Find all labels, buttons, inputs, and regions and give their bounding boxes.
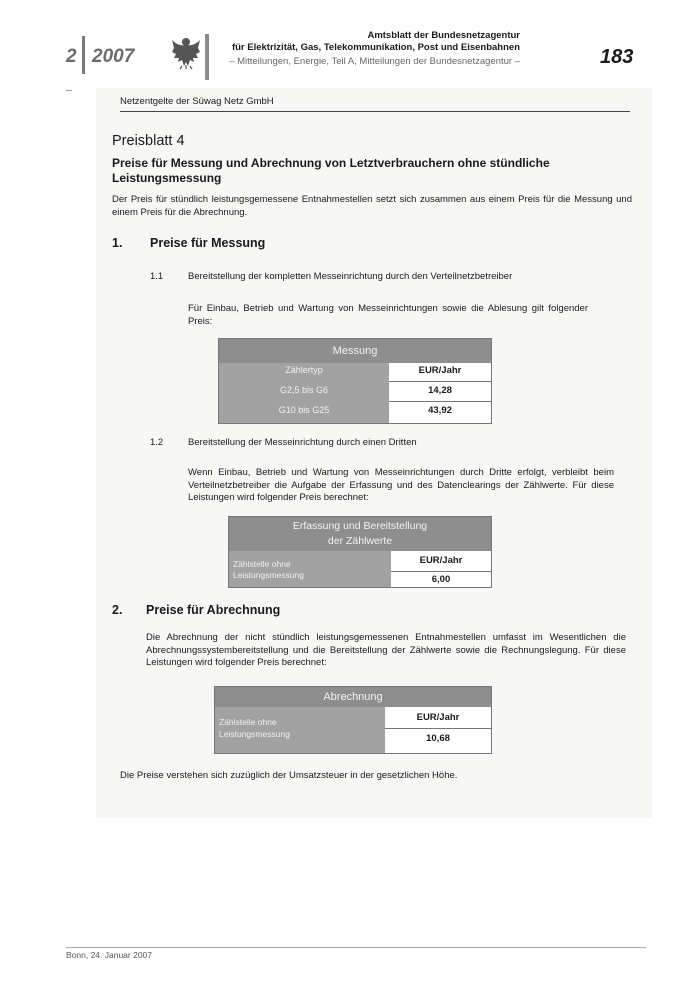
abrechnung-table-title: Abrechnung — [215, 687, 491, 707]
document-subtitle: Preise für Messung und Abrechnung von Letztverbrauchern ohne stündliche Leistungsmessung — [112, 156, 550, 185]
section-1-title: Preise für Messung — [150, 236, 266, 250]
subsection-1-2-title: Bereitstellung der Messeinrichtung durch einen Dritten — [188, 437, 417, 448]
abrechnung-label-cell — [215, 707, 385, 753]
section-1-number: 1. — [112, 236, 123, 250]
messung-row-1-value: 14,28 — [389, 385, 491, 396]
company-rule — [120, 111, 630, 112]
abrechnung-row-divider — [385, 728, 491, 729]
subsection-1-1-number: 1.1 — [150, 271, 164, 282]
closing-note: Die Preise verstehen sich zuzüglich der Umsatzsteuer in der gesetzlichen Höhe. — [120, 770, 458, 781]
erfassung-title-line-1: Erfassung und Bereitstellung — [292, 520, 428, 532]
messung-row-2-label: G10 bis G25 — [278, 405, 330, 415]
erfassung-table — [228, 516, 492, 588]
erfassung-value: 6,00 — [391, 574, 491, 585]
messung-row-2-value: 43,92 — [389, 405, 491, 416]
messung-row-divider — [389, 401, 491, 402]
issue-divider — [82, 36, 85, 74]
abrechnung-table — [214, 686, 492, 754]
erfassung-title-line-2: der Zählwerte — [327, 535, 393, 547]
document-title: Preisblatt 4 — [112, 133, 185, 149]
messung-table — [218, 338, 492, 424]
gazette-subtitle: für Elektrizität, Gas, Telekommunikation, Post und Eisenbahnen — [231, 42, 520, 53]
erfassung-label-line-1: Zählstelle ohne — [233, 559, 291, 569]
subsection-1-2-number: 1.2 — [150, 437, 164, 448]
company-name: Netzentgelte der Süwag Netz GmbH — [120, 96, 274, 107]
messung-row-1-label: G2,5 bis G6 — [279, 385, 329, 395]
issue-number: 2 — [66, 46, 77, 67]
abrechnung-label-line-2: Leistungsmessung — [219, 729, 290, 739]
section-2-text: Die Abrechnung der nicht stündlich leistungsgemessenen Entnahmestellen umfasst im Wesentlichen die Abrechnungssystembereitstellung und die Bereitstellung der Zählwerte sowie die Rechnungslegung. Für diese Leistungen wird folgender Preis berechnet: — [146, 632, 626, 668]
page-number: 183 — [600, 46, 634, 68]
issue-year: 2007 — [92, 46, 135, 67]
messung-table-title: Messung — [219, 339, 491, 363]
erfassung-col-right: EUR/Jahr — [391, 555, 491, 566]
subsection-1-2-text: Wenn Einbau, Betrieb und Wartung von Messeinrichtungen durch Dritte erfolgt, verbleibt beim Verteilnetzbetreiber die Aufgabe der Erfassung und des Datenclearings der Zählwerte. Für diese Leistungen wird folgender Preis berechnet: — [188, 467, 614, 503]
messung-col-right: EUR/Jahr — [389, 365, 491, 376]
abrechnung-value: 10,68 — [385, 733, 491, 744]
gazette-title: Amtsblatt der Bundesnetzagentur — [367, 30, 520, 41]
erfassung-table-title — [229, 517, 491, 551]
footer-rule — [66, 947, 646, 948]
erfassung-label-line-2: Leistungsmessung — [233, 570, 304, 580]
intro-paragraph: Der Preis für stündlich leistungsgemessene Entnahmestellen setzt sich zusammen aus einem Preis für die Messung und einem Preis für die Abrechnung. — [112, 194, 632, 218]
gazette-section: – Mitteilungen, Energie, Teil A, Mitteilungen der Bundesnetzagentur – — [229, 56, 520, 67]
subsection-1-1-title: Bereitstellung der kompletten Messeinrichtung durch den Verteilnetzbetreiber — [188, 271, 513, 282]
erfassung-label-cell — [229, 551, 391, 587]
subsection-1-1-text: Für Einbau, Betrieb und Wartung von Messeinrichtungen sowie die Ablesung gilt folgender Preis: — [188, 303, 588, 327]
messung-row-divider — [389, 381, 491, 382]
messung-col-left: Zählertyp — [285, 365, 323, 375]
abrechnung-label-line-1: Zählstelle ohne — [219, 717, 277, 727]
abrechnung-col-right: EUR/Jahr — [385, 712, 491, 723]
section-2-number: 2. — [112, 603, 123, 617]
section-2-title: Preise für Abrechnung — [146, 603, 281, 617]
footer-place-date: Bonn, 24. Januar 2007 — [66, 950, 153, 960]
erfassung-row-divider — [391, 571, 491, 572]
margin-tick — [66, 90, 72, 91]
